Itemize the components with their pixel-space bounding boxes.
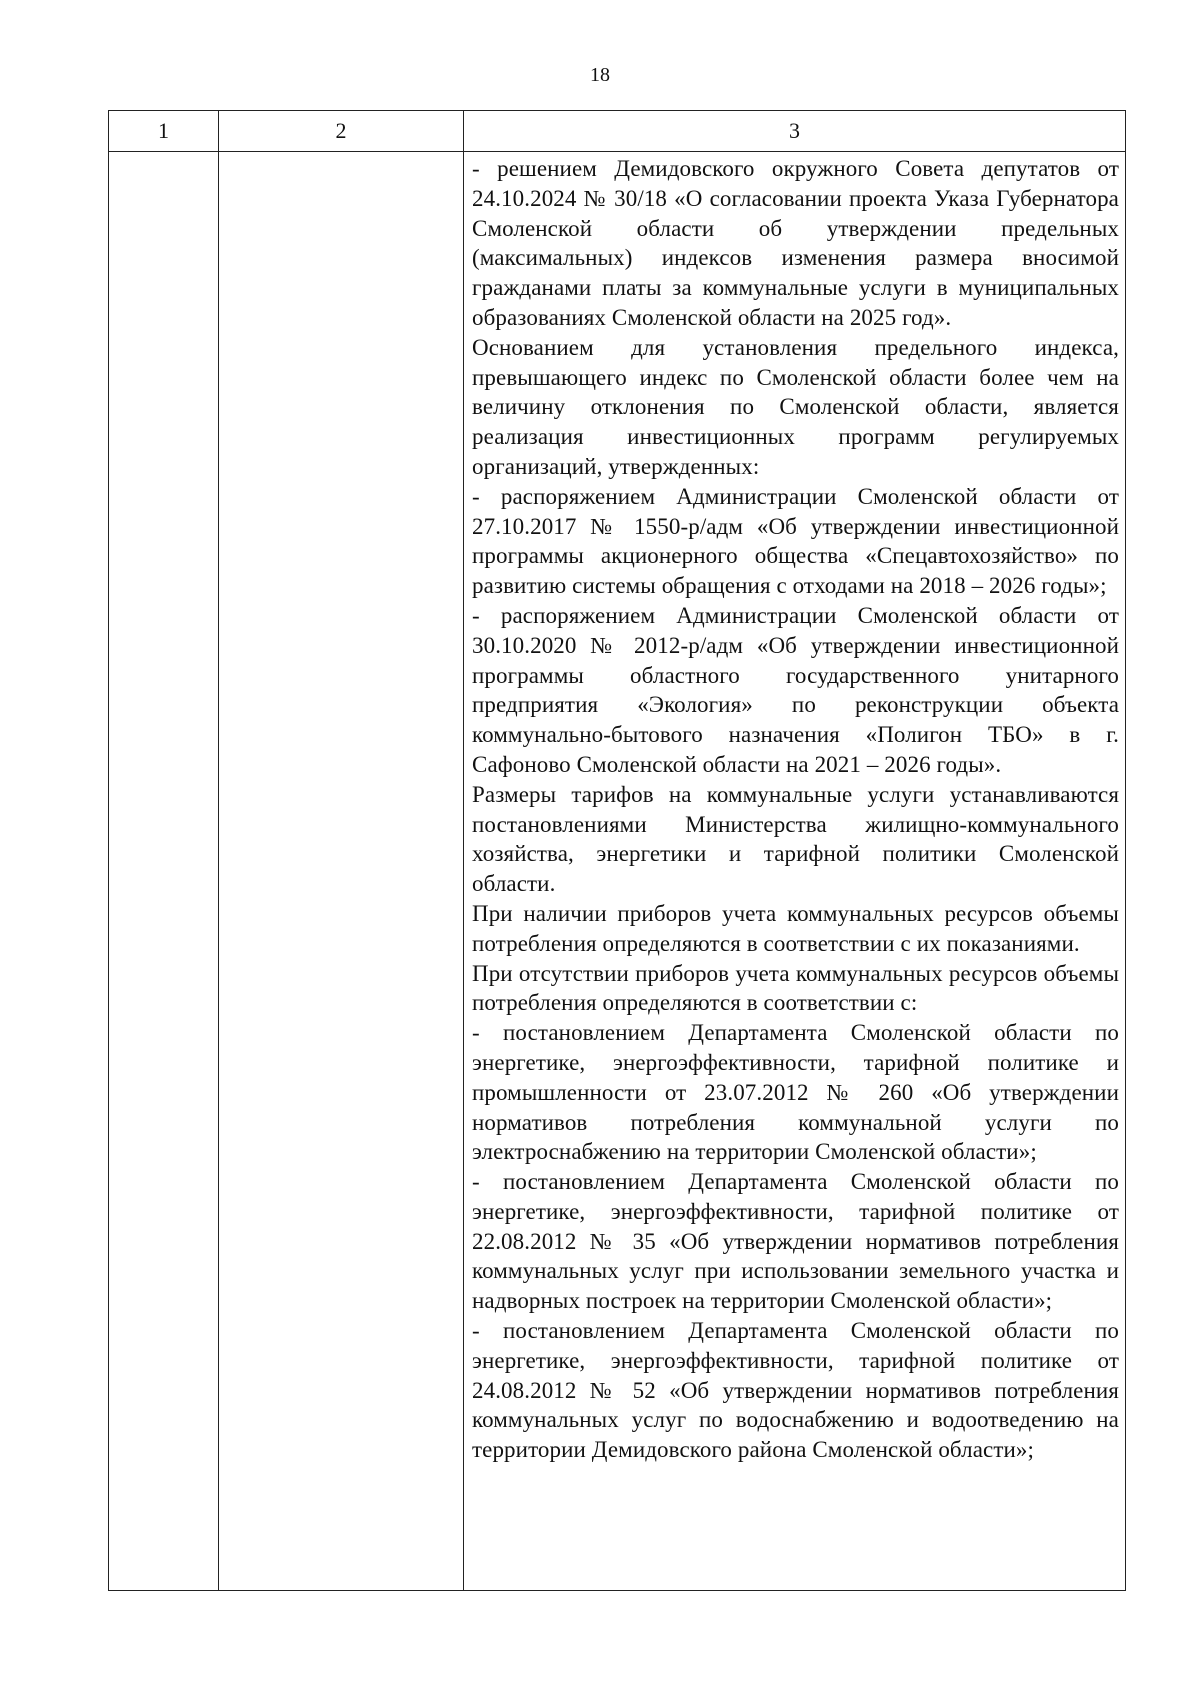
paragraph-meters-absent: При отсутствии приборов учета коммунальных ресурсов объемы потребления определяются в соответствии с: [472,960,1119,1016]
paragraph-tariffs: Размеры тарифов на коммунальные услуги устанавливаются постановлениями Министерства жилищно-коммунального хозяйства, энергетики и тарифной политики Смоленской области. [472,781,1119,897]
cell-col-1 [109,152,219,1591]
page-number: 18 [590,64,610,86]
paragraph-meters-present: При наличии приборов учета коммунальных ресурсов объемы потребления определяются в соответствии с их показаниями. [472,900,1119,956]
header-col-2: 2 [219,111,464,152]
paragraph-order-2012: - распоряжением Администрации Смоленской области от 30.10.2020 № 2012-р/адм «Об утверждении инвестиционной программы областного государственного унитарного предприятия «Экология» по реконструкции объекта коммунально-бытового назначения «Полигон ТБО» в г. Сафоново Смоленской области на 2021 – 2026 годы». [472,602,1119,777]
paragraph-decision-council: - решением Демидовского окружного Совета депутатов от 24.10.2024 № 30/18 «О согласовании проекта Указа Губернатора Смоленской области об утверждении предельных (максимальных) индексов изменения размера вносимой гражданами платы за коммунальные услуги в муниципальных образованиях Смоленской области на 2025 год». [472,156,1119,330]
table-row [109,152,1126,1591]
document-table [108,110,1126,1591]
paragraph-order-1550: - распоряжением Администрации Смоленской области от 27.10.2017 № 1550-р/адм «Об утверждении инвестиционной программы акционерного общества «Спецавтохозяйство» по развитию системы обращения с отходами на 2018 – 2026 годы»; [472,483,1119,599]
header-col-1: 1 [109,111,219,152]
paragraph-basis: Основанием для установления предельного индекса, превышающего индекс по Смоленской области более чем на величину отклонения по Смоленской области, является реализация инвестиционных программ регулируемых организаций, утвержденных: [472,334,1119,479]
cell-col-3 [464,152,1126,1591]
paragraph-resolution-35: - постановлением Департамента Смоленской области по энергетике, энергоэффективности, тарифной политике от 22.08.2012 № 35 «Об утверждении нормативов потребления коммунальных услуг при использовании земельного участка и надворных построек на территории Смоленской области»; [472,1169,1119,1314]
table-header-row [109,111,1126,152]
paragraph-resolution-260: - постановлением Департамента Смоленской области по энергетике, энергоэффективности, тарифной политике и промышленности от 23.07.2012 № 260 «Об утверждении нормативов потребления коммунальной услуги по электроснабжению на территории Смоленской области»; [472,1020,1119,1165]
header-col-3: 3 [464,111,1126,152]
cell-col-2 [219,152,464,1591]
paragraph-resolution-52: - постановлением Департамента Смоленской области по энергетике, энергоэффективности, тарифной политике от 24.08.2012 № 52 «Об утверждении нормативов потребления коммунальных услуг по водоснабжению и водоотведению на территории Демидовского района Смоленской области»; [472,1318,1119,1463]
